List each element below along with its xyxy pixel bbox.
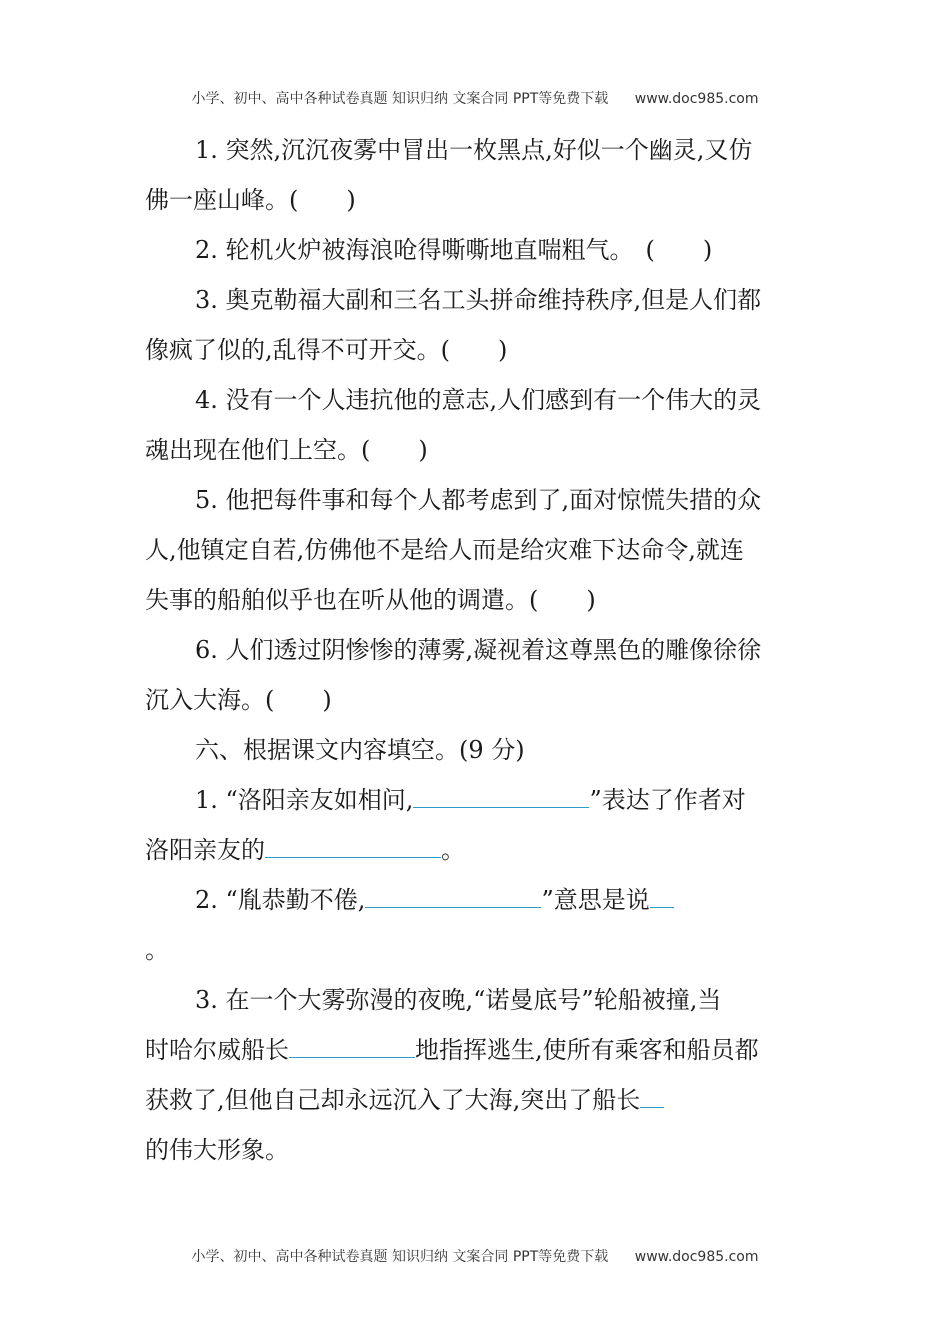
fill-blank[interactable] xyxy=(289,1031,415,1058)
fill-3-cont-2: 获救了,但他自己却永远沉入了大海,突出了船长 xyxy=(145,1075,805,1125)
question-3-cont: 像疯了似的,乱得不可开交。( ) xyxy=(145,336,508,364)
page-header xyxy=(0,88,950,108)
document-body xyxy=(145,125,805,1175)
section-6-title: 六、根据课文内容填空。(9 分) xyxy=(195,736,525,764)
header-url: www.doc985.com xyxy=(634,91,759,107)
fill-blank[interactable] xyxy=(265,831,441,858)
question-2: 2. 轮机火炉被海浪呛得嘶嘶地直喘粗气。 ( ) xyxy=(195,236,713,264)
question-4: 4. 没有一个人违抗他的意志,人们感到有一个伟大的灵 xyxy=(195,386,762,414)
fill-1: 1. “洛阳亲友如相问, ”表达了作者对 xyxy=(145,775,805,825)
fill-blank[interactable] xyxy=(413,781,589,808)
footer-text: 小学、初中、高中各种试卷真题 知识归纳 文案合同 PPT等免费下载 xyxy=(191,1249,609,1265)
fill-3-cont-1: 时哈尔威船长 地指挥逃生,使所有乘客和船员都 xyxy=(145,1025,805,1075)
question-5: 5. 他把每件事和每个人都考虑到了,面对惊慌失措的众 xyxy=(195,486,762,514)
fill-3: 3. 在一个大雾弥漫的夜晚,“诺曼底号”轮船被撞,当 xyxy=(195,986,722,1014)
header-text: 小学、初中、高中各种试卷真题 知识归纳 文案合同 PPT等免费下载 xyxy=(191,91,609,107)
fill-3-cont-3: 的伟大形象。 xyxy=(145,1136,289,1164)
question-1-cont: 佛一座山峰。( ) xyxy=(145,186,356,214)
fill-2: 2. “胤恭勤不倦, ”意思是说 xyxy=(145,875,805,925)
fill-blank[interactable] xyxy=(650,881,674,908)
fill-blank[interactable] xyxy=(365,881,541,908)
question-5-cont-1: 人,他镇定自若,仿佛他不是给人而是给灾难下达命令,就连 xyxy=(145,536,744,564)
question-1: 1. 突然,沉沉夜雾中冒出一枚黑点,好似一个幽灵,又仿 xyxy=(195,136,753,164)
question-6-cont: 沉入大海。( ) xyxy=(145,686,332,714)
fill-1-cont: 洛阳亲友的 。 xyxy=(145,825,805,875)
question-6: 6. 人们透过阴惨惨的薄雾,凝视着这尊黑色的雕像徐徐 xyxy=(195,636,762,664)
page-footer xyxy=(0,1246,950,1266)
question-5-cont-2: 失事的船舶似乎也在听从他的调遣。( ) xyxy=(145,586,596,614)
question-3: 3. 奥克勒福大副和三名工头拼命维持秩序,但是人们都 xyxy=(195,286,762,314)
fill-2-cont: 。 xyxy=(145,936,169,964)
fill-blank[interactable] xyxy=(640,1081,664,1108)
question-4-cont: 魂出现在他们上空。( ) xyxy=(145,436,428,464)
footer-url: www.doc985.com xyxy=(634,1249,759,1265)
